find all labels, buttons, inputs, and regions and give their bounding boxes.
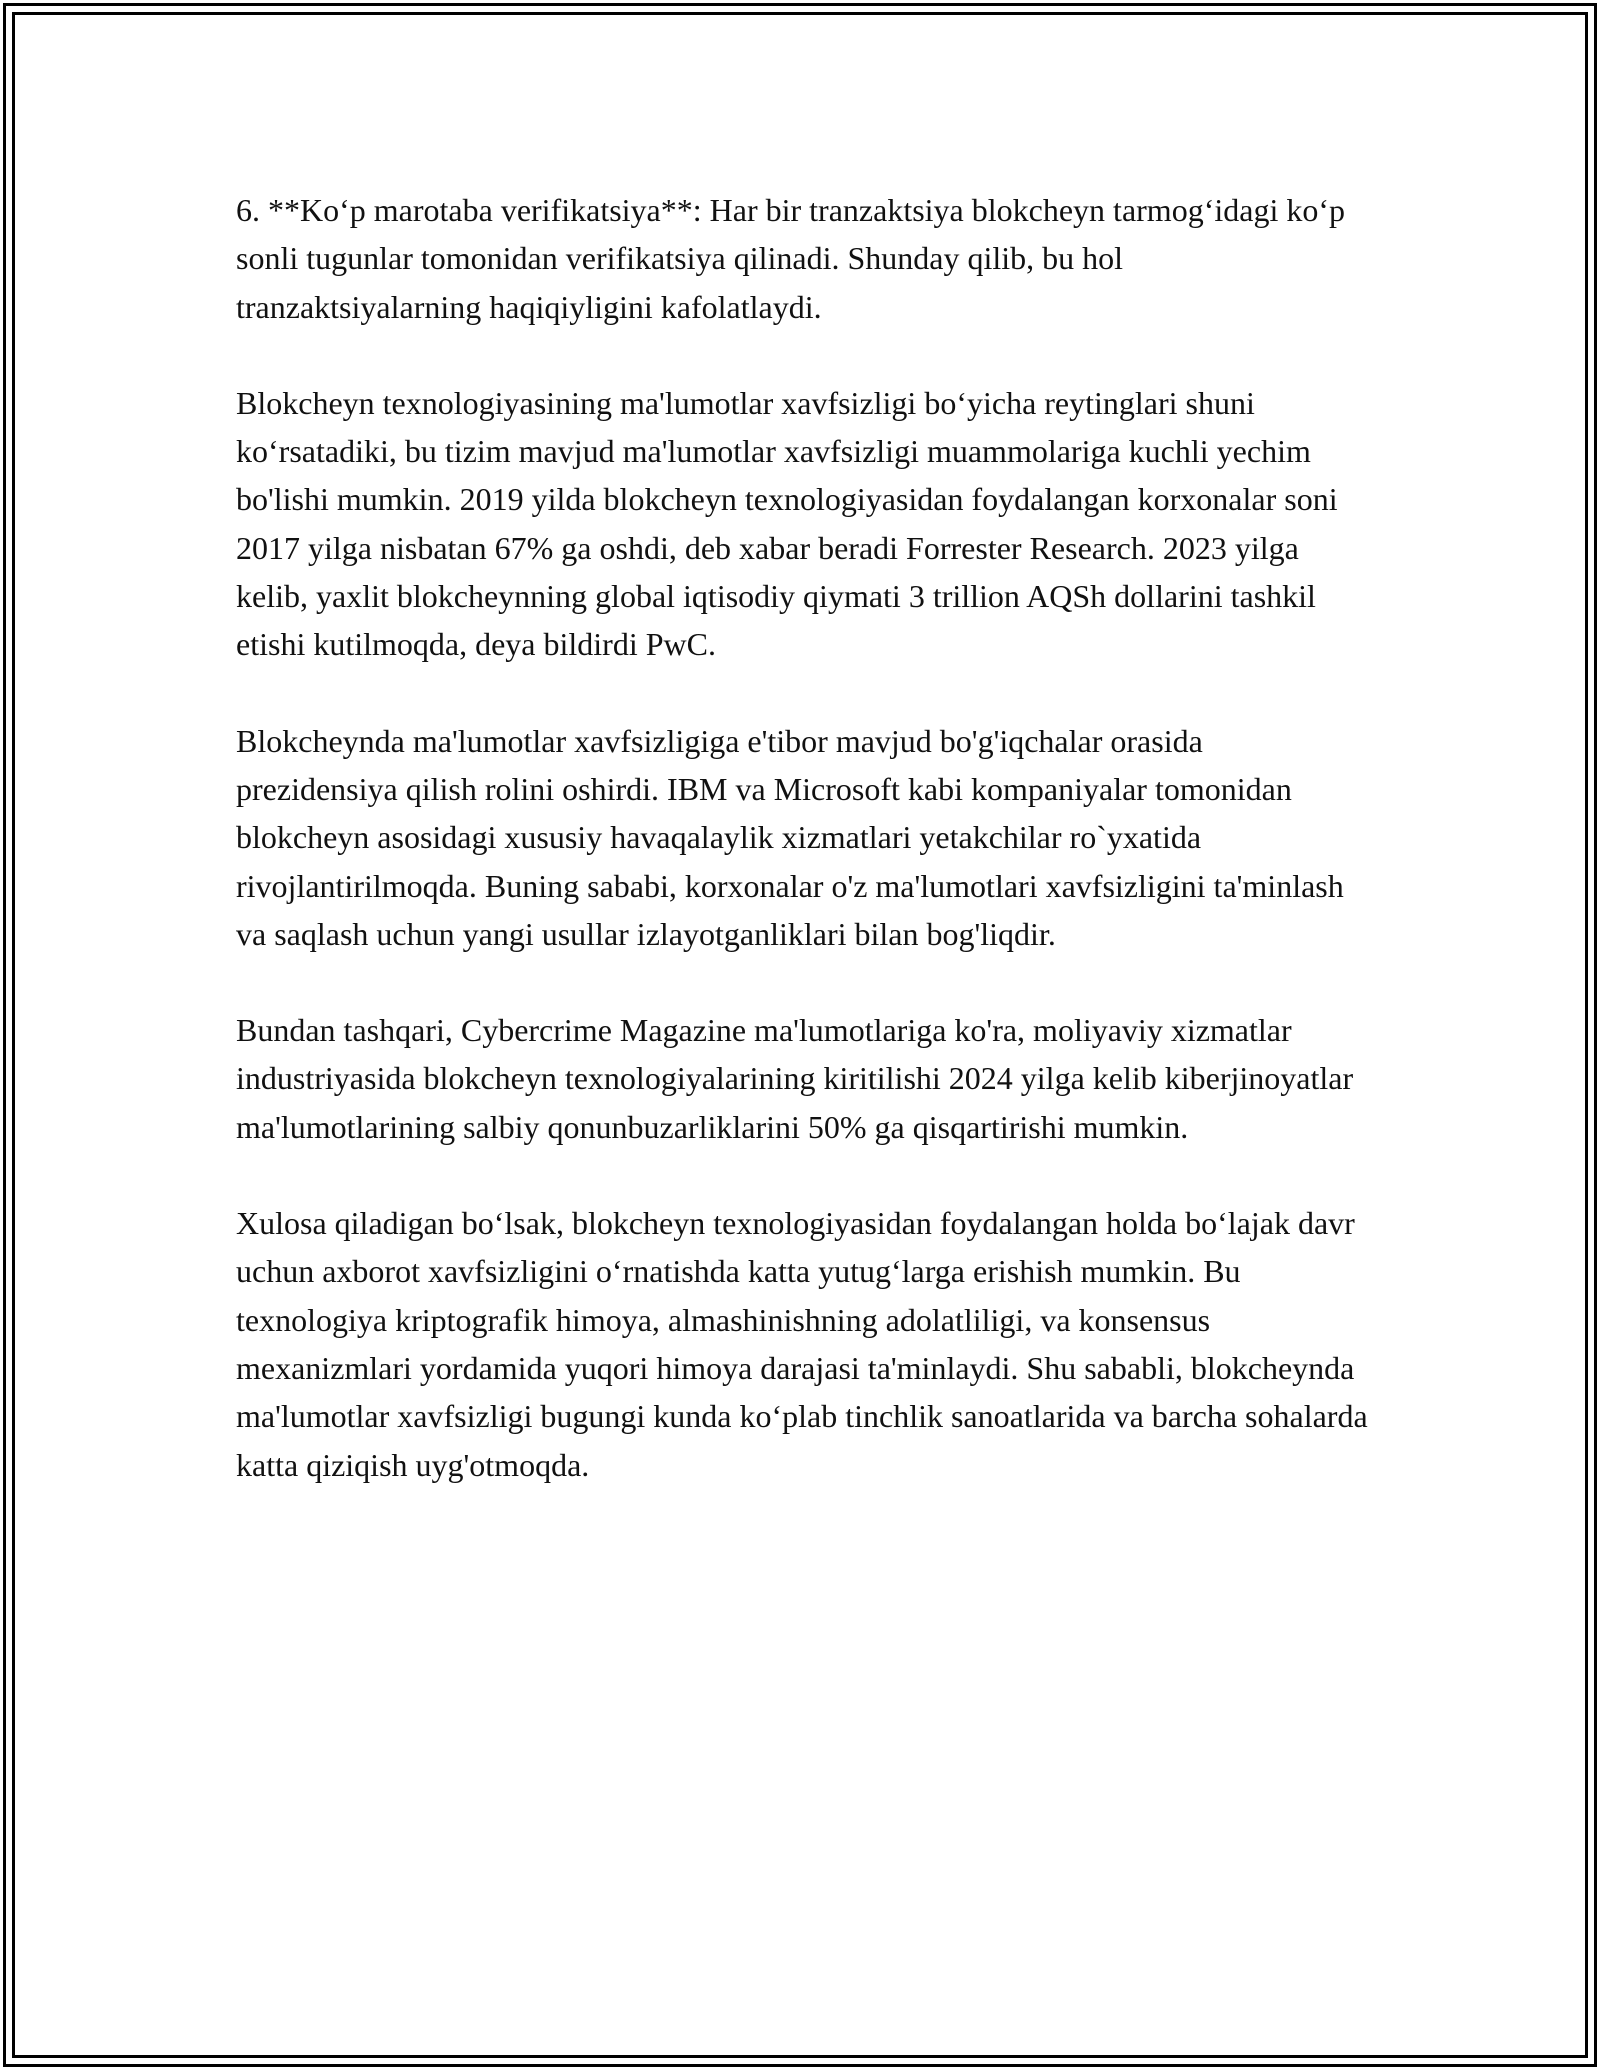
paragraph-conclusion: Xulosa qiladigan bo‘lsak, blokcheyn texnologiyasidan foydalangan holda bo‘lajak davr uchun axborot xavfsizligini o‘rnatishda katta yutug‘larga erishish mumkin. Bu texnologiya kriptografik himoya, almashinishning adolatliligi, va konsensus mexanizmlari yordamida yuqori himoya darajasi ta'minlaydi. Shu sababli, blokcheynda ma'lumotlar xavfsizligi bugungi kunda ko‘plab tinchlik sanoatlarida va barcha sohalarda katta qiziqish uyg'otmoqda. — [236, 1205, 1368, 1483]
paragraph-ratings: Blokcheyn texnologiyasining ma'lumotlar xavfsizligi bo‘yicha reytinglari shuni ko‘rsatadiki, bu tizim mavjud ma'lumotlar xavfsizligi muammolariga kuchli yechim bo'lishi mumkin. 2019 yilda blokcheyn texnologiyasidan foydalangan korxonalar soni 2017 yilga nisbatan 67% ga oshdi, deb xabar beradi Forrester Research. 2023 yilga kelib, yaxlit blokcheynning global iqtisodiy qiymati 3 trillion AQSh dollarini tashkil etishi kutilmoqda, deya bildirdi PwC. — [236, 384, 1338, 663]
document-body — [236, 186, 1368, 1537]
paragraph-verification: 6. **Ko‘p marotaba verifikatsiya**: Har bir tranzaktsiya blokcheyn tarmog‘idagi ko‘p sonli tugunlar tomonidan verifikatsiya qilinadi. Shunday qilib, bu hol tranzaktsiyalarning haqiqiyligini kafolatlaydi. — [236, 192, 1345, 325]
paragraph-cybercrime: Bundan tashqari, Cybercrime Magazine ma'lumotlariga ko'ra, moliyaviy xizmatlar industriyasida blokcheyn texnologiyalarining kiritilishi 2024 yilga kelib kiberjinoyatlar ma'lumotlarining salbiy qonunbuzarliklarini 50% ga qisqartirishi mumkin. — [236, 1012, 1354, 1145]
paragraph-companies: Blokcheynda ma'lumotlar xavfsizligiga e'tibor mavjud bo'g'iqchalar orasida prezidensiya qilish rolini oshirdi. IBM va Microsoft kabi kompaniyalar tomonidan blokcheyn asosidagi xususiy havaqalaylik xizmatlari yetakchilar ro`yxatida rivojlantirilmoqda. Buning sababi, korxonalar o'z ma'lumotlari xavfsizligini ta'minlash va saqlash uchun yangi usullar izlayotganliklari bilan bog'liqdir. — [236, 722, 1344, 952]
